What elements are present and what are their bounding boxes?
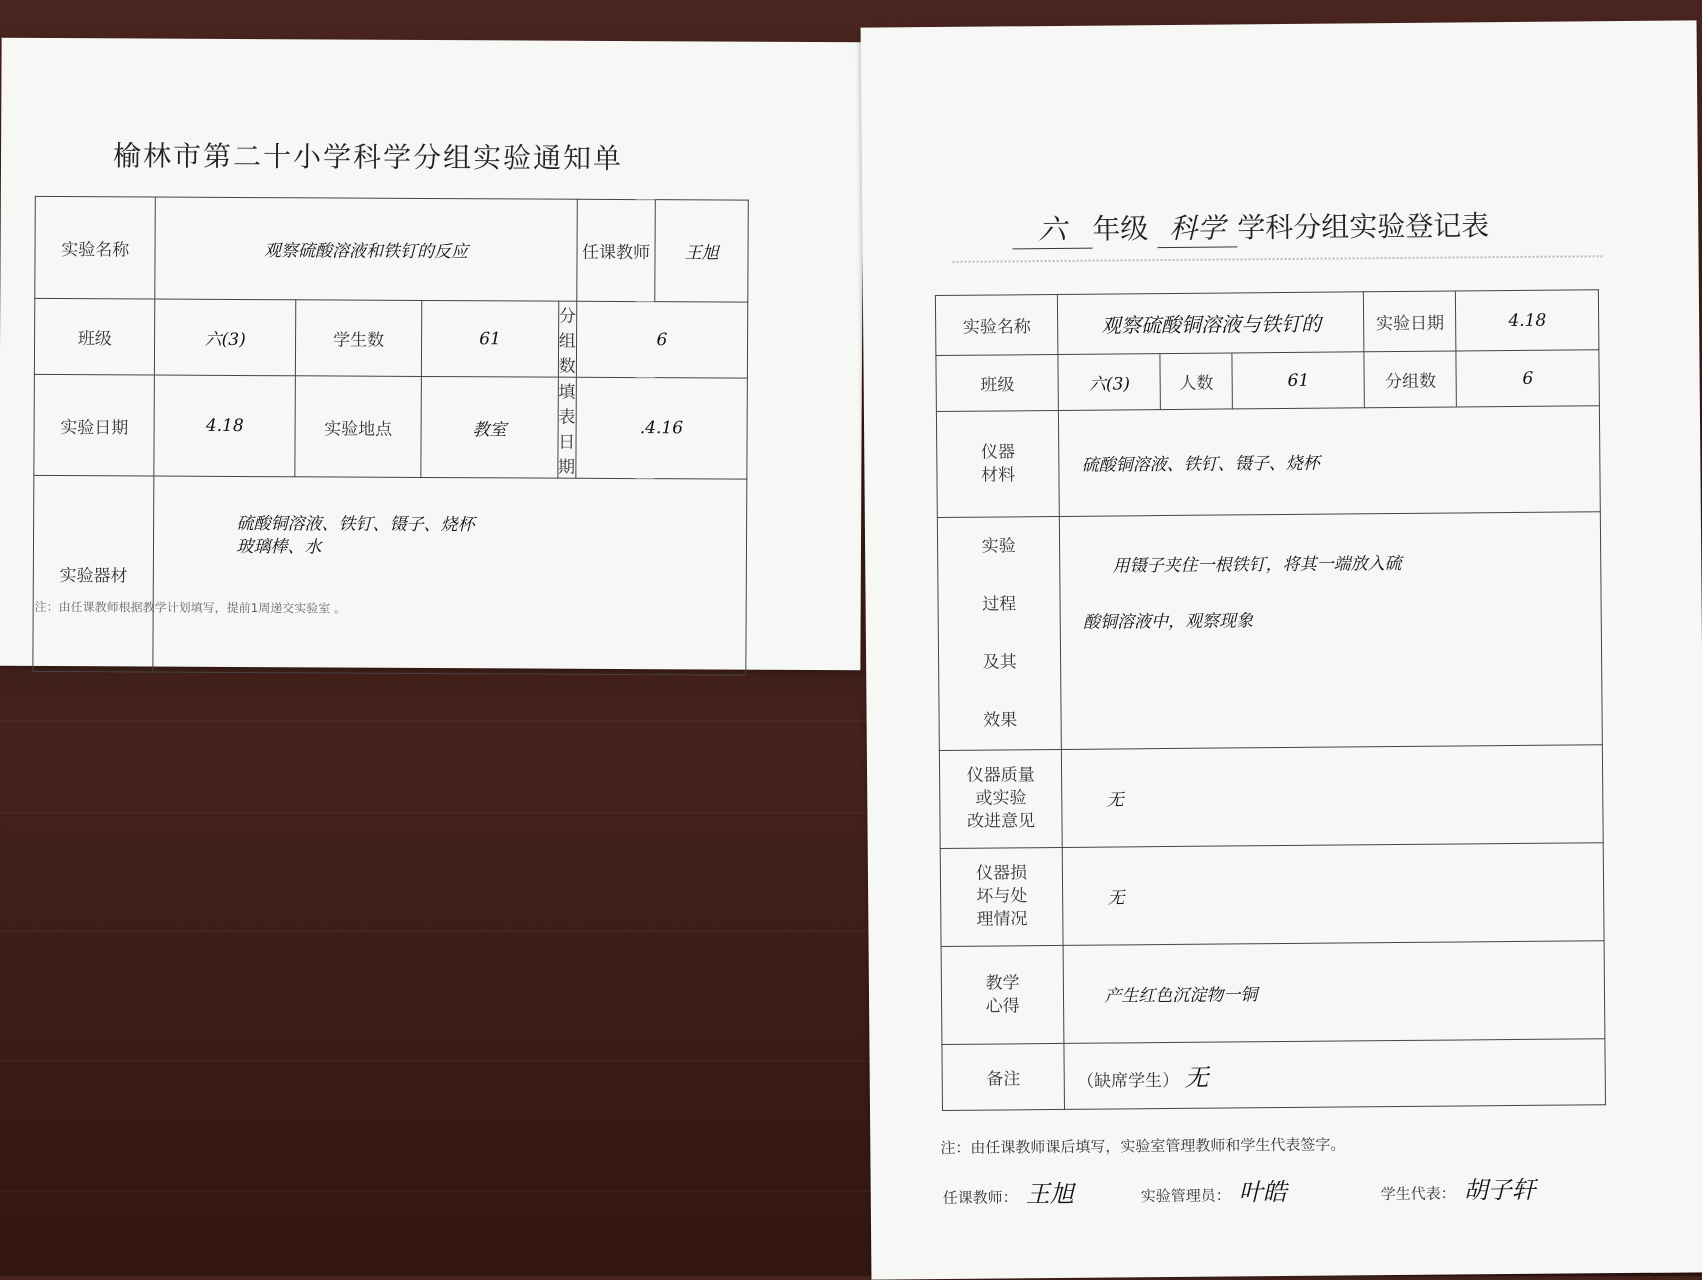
- value-class: 六(3): [1058, 354, 1161, 411]
- label-fill-date: 填表日期: [558, 377, 577, 478]
- teacher-signature-label: 任课教师：: [942, 1188, 1018, 1207]
- value-reflection: 产生红色沉淀物一铜: [1063, 941, 1605, 1044]
- student-signature-value: 胡子轩: [1463, 1175, 1536, 1205]
- value-groups: 6: [576, 301, 748, 378]
- label-process: [937, 516, 1061, 750]
- register-form-title: [1012, 204, 1489, 249]
- notice-form-sheet: [0, 38, 864, 671]
- label-class: 班级: [34, 298, 155, 375]
- label-materials-line-1: 仪器: [980, 441, 1015, 463]
- register-form-sheet: [861, 20, 1702, 1279]
- register-form-table: [935, 289, 1606, 1111]
- label-damage-line-2: 坏与处: [976, 886, 1028, 907]
- lab-manager-signature: [1141, 1172, 1287, 1208]
- value-class: 六(3): [155, 299, 296, 376]
- value-location: 教室: [421, 376, 558, 478]
- student-signature-label: 学生代表：: [1380, 1184, 1456, 1204]
- value-exp-date: 4.18: [154, 375, 295, 477]
- label-exp-date: 实验日期: [34, 374, 155, 476]
- label-process-line-4: 效果: [983, 710, 1018, 731]
- label-damage-line-3: 理情况: [976, 909, 1028, 930]
- value-groups: 6: [1456, 350, 1599, 407]
- label-location: 实验地点: [295, 376, 422, 478]
- value-absent: 无: [1184, 1063, 1209, 1092]
- student-signature: [1381, 1170, 1536, 1206]
- label-teacher: 任课教师: [576, 199, 655, 301]
- label-absent: （缺席学生）: [1076, 1070, 1180, 1092]
- label-quality: [939, 749, 1062, 848]
- label-reflection: [941, 945, 1064, 1044]
- label-reflection-line-1: 教学: [985, 972, 1020, 994]
- value-process: [1060, 512, 1603, 750]
- label-quality-line-2: 或实验: [975, 788, 1027, 809]
- notice-form-note: 注：由任课教师根据教学计划填写，提前1周递交实验室 。: [34, 599, 347, 616]
- value-exp-date: 4.18: [1456, 290, 1599, 351]
- label-process-line-2: 过程: [982, 594, 1017, 615]
- label-equipment: 实验器材: [33, 475, 154, 672]
- title-divider: [953, 255, 1603, 263]
- label-reflection-line-2: 心得: [985, 995, 1020, 1017]
- value-materials: 硫酸铜溶液、铁钉、镊子、烧杯: [1059, 406, 1601, 517]
- value-experiment-name: 观察硫酸溶液和铁钉的反应: [155, 197, 577, 301]
- label-remarks: 备注: [942, 1043, 1065, 1110]
- label-process-line-3: 及其: [982, 652, 1017, 673]
- label-process-line-1: 实验: [981, 536, 1016, 557]
- register-form-note: 注：由任课教师课后填写，实验室管理教师和学生代表签字。: [940, 1135, 1346, 1158]
- title-grade-suffix: 年级: [1092, 212, 1149, 246]
- label-groups: 分组数: [1364, 351, 1456, 408]
- value-people: 61: [1232, 352, 1365, 409]
- process-line-2: 酸铜溶液中，观察现象: [1082, 611, 1254, 633]
- label-damage-line-1: 仪器损: [975, 863, 1028, 884]
- value-equipment: [153, 476, 747, 675]
- value-damage: 无: [1062, 843, 1604, 946]
- label-experiment-name: 实验名称: [935, 294, 1058, 355]
- label-damage: [940, 847, 1063, 946]
- lab-manager-signature-label: 实验管理员：: [1140, 1186, 1231, 1206]
- value-experiment-name: 观察硫酸铜溶液与铁钉的: [1058, 292, 1365, 355]
- value-quality: 无: [1062, 745, 1604, 848]
- label-exp-date: 实验日期: [1364, 291, 1456, 352]
- label-quality-line-3: 改进意见: [967, 811, 1036, 832]
- notice-form-title: 榆林市第二十小学科学分组实验通知单: [112, 139, 624, 176]
- teacher-signature-value: 王旭: [1025, 1179, 1074, 1209]
- process-line-1: 用镊子夹住一根铁钉，将其一端放入硫: [1112, 553, 1402, 577]
- equipment-line-1: 硫酸铜溶液、铁钉、镊子、烧杯: [236, 513, 475, 536]
- value-remarks: [1064, 1039, 1605, 1110]
- label-materials: [936, 410, 1059, 517]
- label-people: 人数: [1160, 353, 1232, 410]
- lab-manager-signature-value: 叶皓: [1238, 1177, 1287, 1207]
- title-grade: 六: [1012, 208, 1092, 250]
- title-subject: 科学: [1157, 206, 1237, 248]
- title-suffix: 学科分组实验登记表: [1237, 209, 1490, 245]
- teacher-signature: [943, 1174, 1074, 1210]
- value-teacher: 王旭: [655, 200, 748, 302]
- equipment-line-2: 玻璃棒、水: [236, 536, 322, 558]
- value-students: 61: [422, 300, 559, 377]
- label-experiment-name: 实验名称: [35, 196, 156, 299]
- label-class: 班级: [936, 354, 1059, 411]
- label-groups: 分组数: [558, 301, 576, 377]
- label-students: 学生数: [295, 300, 422, 377]
- label-materials-line-2: 材料: [981, 464, 1016, 486]
- value-fill-date: .4.16: [576, 377, 748, 479]
- label-quality-line-1: 仪器质量: [966, 765, 1035, 786]
